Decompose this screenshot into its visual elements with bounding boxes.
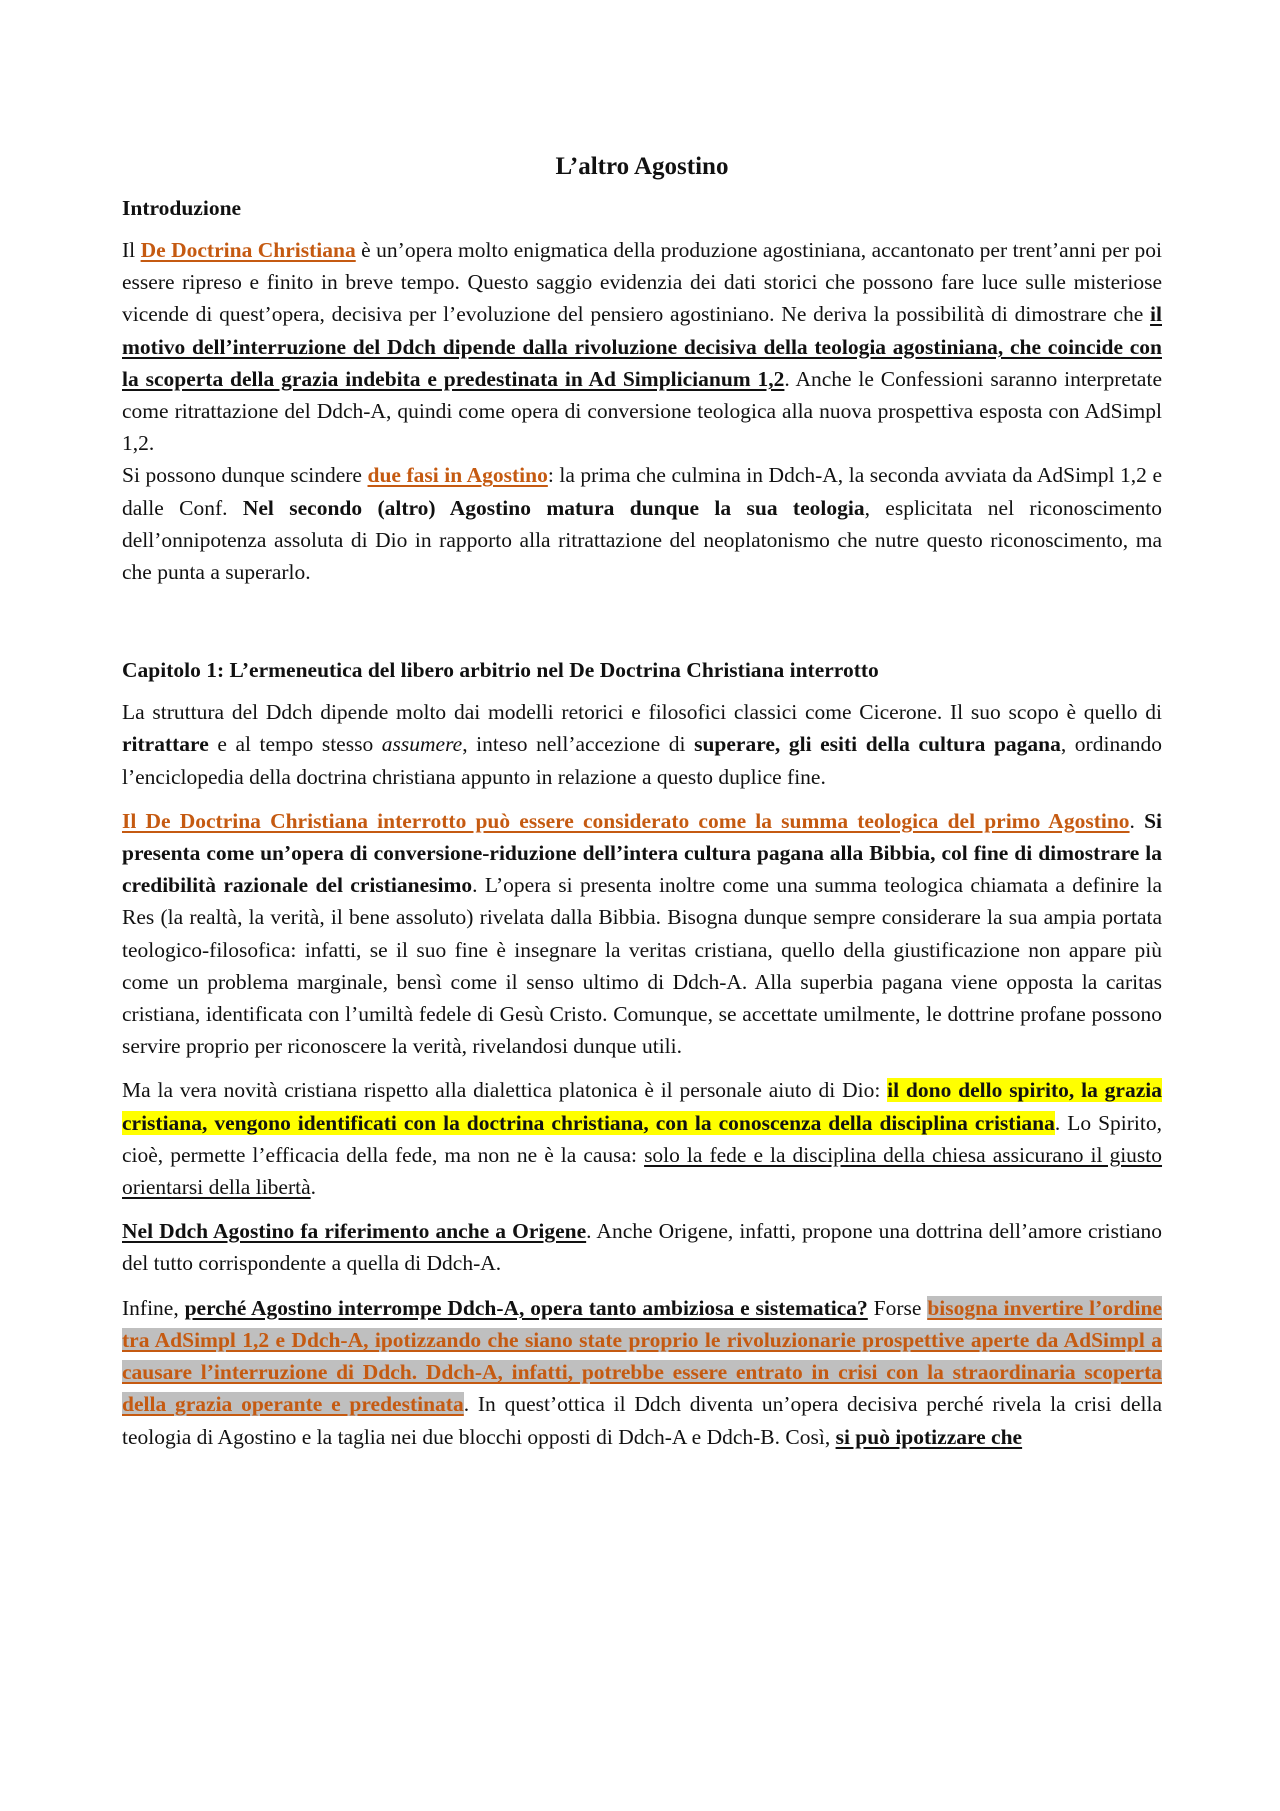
chapter1-paragraph-3: [122, 1074, 1162, 1203]
text-run: è un’opera molto enigmatica della produzione agostiniana, accantonato per trent’anni per poi essere ripreso e finito in breve tempo. Questo saggio evidenzia dei dati storici che possono fare luce sulle misteriose vicende di quest’opera, decisiva per l’evoluzione del pensiero agostiniano. Ne deriva la possibilità di dimostrare che: [122, 238, 1162, 327]
text-run: : la prima che culmina in Ddch-A, la seconda avviata da AdSimpl 1,2 e dalle Conf.: [122, 463, 1163, 520]
chapter1-paragraph-1: [122, 696, 1162, 793]
chapter-heading-1: Capitolo 1: L’ermeneutica del libero arbitrio nel De Doctrina Christiana interrotto: [122, 658, 879, 683]
text-run: . Anche le Confessioni saranno interpretate come ritrattazione del Ddch-A, quindi come opera di conversione teologica alla nuova prospettiva esposta con AdSimpl 1,2.: [122, 366, 1162, 456]
emphasis-bold: superare, gli esiti della cultura pagana: [694, 732, 1061, 757]
chapter1-paragraph-2: [122, 805, 1162, 1063]
chapter1-paragraph-5: [122, 1292, 1162, 1453]
emphasis-bold-underlined: si può ipotizzare che: [835, 1424, 1023, 1449]
chapter1-paragraph-4: [122, 1215, 1162, 1279]
emphasis-italic: assumere: [381, 732, 463, 757]
text-run: , esplicitata nel riconoscimento dell’onnipotenza assoluta di Dio in rapporto alla ritrattazione del neoplatonismo che nutre questo riconoscimento, ma che punta a superarlo.: [122, 495, 1162, 585]
highlight-orange-underlined: due fasi in Agostino: [367, 463, 548, 488]
text-run: Ma la vera novità cristiana rispetto alla dialettica platonica è il personale aiuto di Dio:: [122, 1078, 888, 1103]
emphasis-underlined: solo la fede e la disciplina della chiesa assicurano il giusto orientarsi della libertà: [122, 1142, 1163, 1200]
text-run: La struttura del Ddch dipende molto dai modelli retorici e filosofici classici come Cicerone. Il suo scopo è quello di: [122, 700, 1162, 725]
text-run: .: [310, 1175, 317, 1200]
highlight-yellow-bold: il dono dello spirito, la grazia cristiana, vengono identificati con la doctrina christiana, con la conoscenza della disciplina cristiana: [122, 1078, 1162, 1135]
emphasis-bold: Nel secondo (altro) Agostino matura dunque la sua teologia: [242, 495, 865, 520]
highlight-gray-orange-underlined: bisogna invertire l’ordine tra AdSimpl 1,2 e Ddch-A, ipotizzando che siano state proprio le rivoluzionarie prospettive aperte da AdSimpl a causare l’interruzione di Ddch. Ddch-A, infatti, potrebbe essere entrato in crisi con la straordinaria scoperta della grazia operante e predestinata: [122, 1295, 1162, 1417]
emphasis-bold-underlined: perché Agostino interrompe Ddch-A, opera tanto ambiziosa e sistematica?: [184, 1295, 868, 1320]
emphasis-bold-underlined: Nel Ddch Agostino fa riferimento anche a Origene: [122, 1219, 587, 1244]
text-run: . Anche Origene, infatti, propone una dottrina dell’amore cristiano del tutto corrispondente a quella di Ddch-A.: [122, 1219, 1162, 1276]
text-run: Infine,: [122, 1295, 185, 1320]
text-run: e al tempo stesso: [208, 732, 382, 757]
intro-paragraph-1: [122, 234, 1162, 459]
text-run: , inteso nell’accezione di: [462, 732, 695, 757]
text-run: Forse: [867, 1295, 928, 1320]
text-run: Si possono dunque scindere: [122, 463, 368, 488]
emphasis-bold: Si presenta come un’opera di conversione-riduzione dell’intera cultura pagana alla Bibbia, col fine di dimostrare la credibilità razionale del cristianesimo: [122, 808, 1162, 898]
text-run: .: [1129, 808, 1145, 833]
document-title: L’altro Agostino: [555, 153, 729, 180]
intro-paragraph-2: [122, 459, 1162, 588]
text-run: . L’opera si presenta inoltre come una summa teologica chiamata a definire la Res (la realtà, la verità, il bene assoluto) rivelata dalla Bibbia. Bisogna dunque sempre considerare la sua ampia portata teologico-filosofica: infatti, se il suo fine è insegnare la veritas cristiana, quello della giustificazione non appare più come un problema marginale, bensì come il senso ultimo di Ddch-A. Alla superbia pagana viene opposta la caritas cristiana, identificata con l’umiltà fedele di Gesù Cristo. Comunque, se accettate umilmente, le dottrine profane possono servire proprio per riconoscere la verità, rivelandosi dunque utili.: [122, 873, 1162, 1059]
highlight-orange-underlined: De Doctrina Christiana: [140, 238, 356, 262]
text-run: , ordinando l’enciclopedia della doctrina christiana appunto in relazione a questo duplice fine.: [122, 732, 1162, 789]
emphasis-bold: ritrattare: [122, 732, 209, 757]
text-run: . Lo Spirito, cioè, permette l’efficacia della fede, ma non ne è la causa:: [122, 1110, 1163, 1167]
document-page: [122, 150, 1162, 1453]
text-run: Il: [122, 238, 141, 262]
section-heading-introduzione: Introduzione: [122, 196, 242, 220]
highlight-orange-underlined: Il De Doctrina Christiana interrotto può essere considerato come la summa teologica del primo Agostino: [122, 808, 1130, 833]
text-run: . In quest’ottica il Ddch diventa un’opera decisiva perché rivela la crisi della teologia di Agostino e la taglia nei due blocchi opposti di Ddch-A e Ddch-B. Così,: [122, 1392, 1162, 1449]
emphasis-bold-underlined: il motivo dell’interruzione del Ddch dipende dalla rivoluzione decisiva della teologia agostiniana, che coincide con la scoperta della grazia indebita e predestinata in Ad Simplicianum 1,2: [122, 302, 1162, 391]
